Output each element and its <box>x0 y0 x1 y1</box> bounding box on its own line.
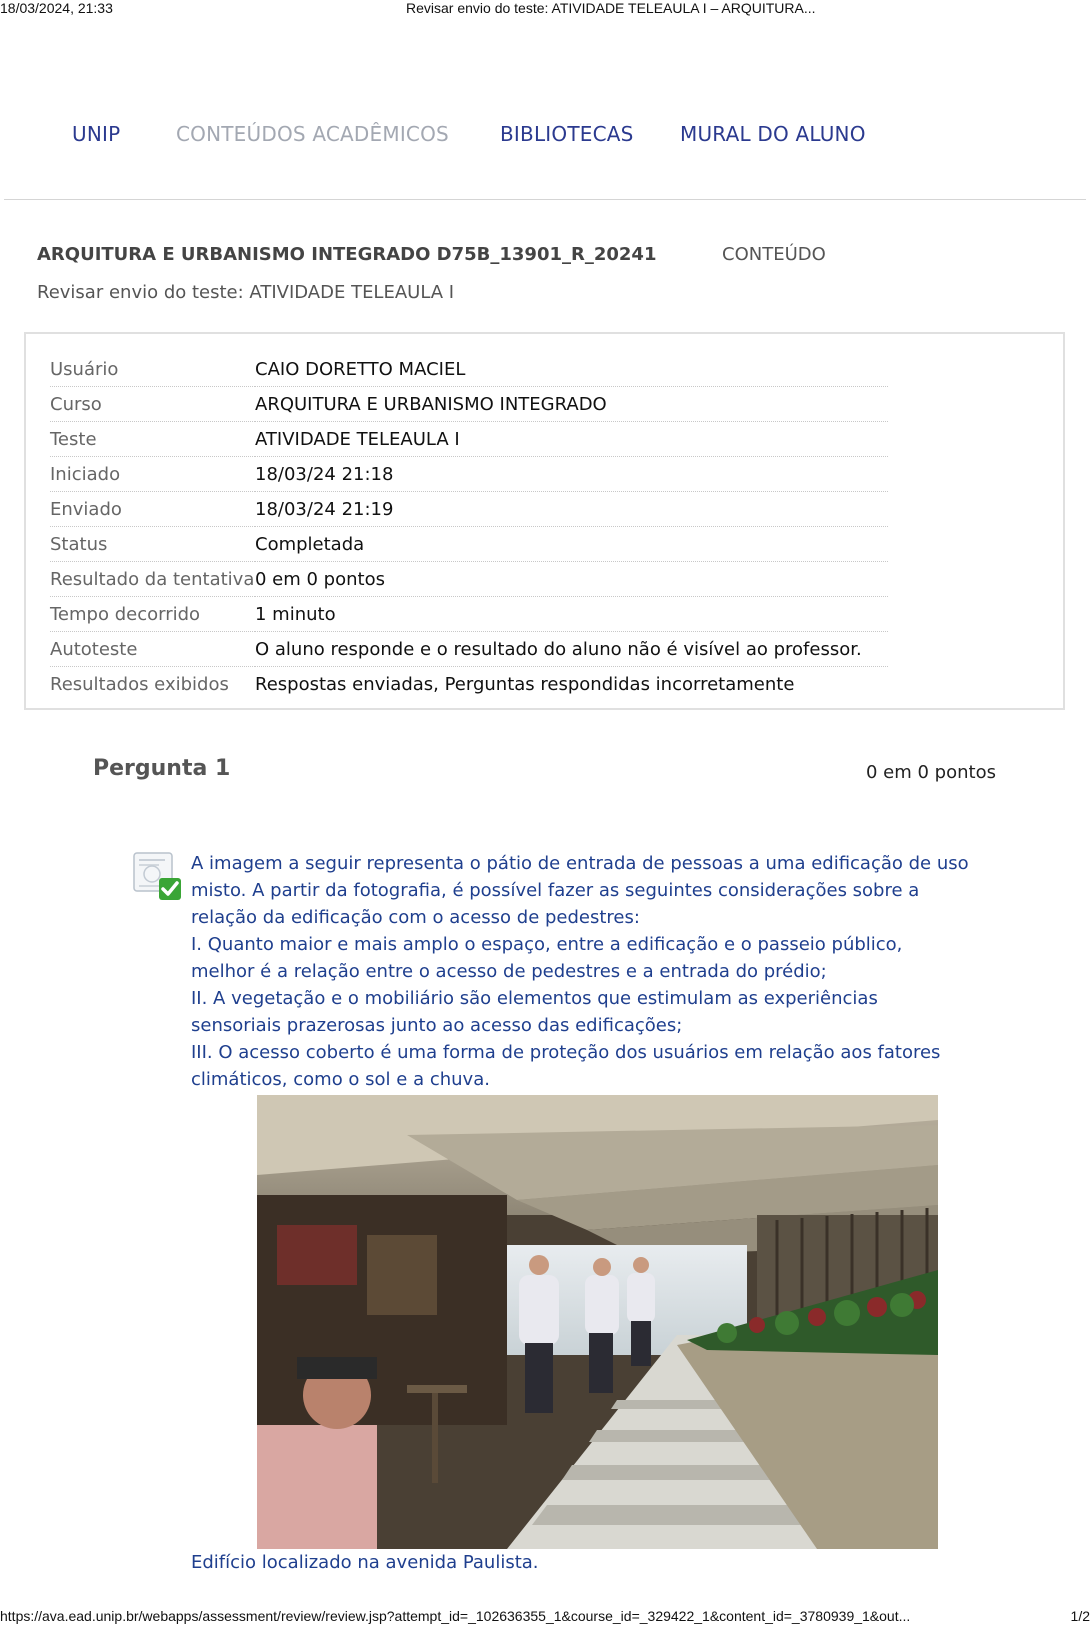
question-statement-3: III. O acesso coberto é uma forma de proteção dos usuários em relação aos fatores climáticos, como o sol e a chuva. <box>191 1042 941 1090</box>
nav-item-mural-do-aluno[interactable]: MURAL DO ALUNO <box>680 122 866 146</box>
info-value: ATIVIDADE TELEAULA I <box>255 422 888 457</box>
attempt-info-panel <box>24 332 1065 710</box>
info-row-tempo <box>50 597 888 632</box>
top-nav <box>0 122 1090 152</box>
course-title: ARQUITURA E URBANISMO INTEGRADO D75B_13901_R_20241 <box>37 244 657 265</box>
print-url: https://ava.ead.unip.br/webapps/assessment/review/review.jsp?attempt_id=_102636355_1&course_id=_329422_1&content_id=_3780939_1&out... <box>0 1608 911 1624</box>
info-row-resultado <box>50 562 888 597</box>
question-statement-1: I. Quanto maior e mais amplo o espaço, entre a edificação e o passeio público, melhor é a relação entre o acesso de pedestres e a entrada do prédio; <box>191 934 903 982</box>
info-row-autoteste <box>50 632 888 667</box>
photo-caption: Edifício localizado na avenida Paulista. <box>191 1552 539 1573</box>
nav-item-unip[interactable]: UNIP <box>72 122 121 146</box>
info-value: O aluno responde e o resultado do aluno não é visível ao professor. <box>255 632 888 667</box>
info-label: Iniciado <box>50 457 255 492</box>
print-title: Revisar envio do teste: ATIVIDADE TELEAULA I – ARQUITURA... <box>406 0 816 16</box>
correct-check-icon <box>133 852 183 902</box>
info-label: Enviado <box>50 492 255 527</box>
info-label: Autoteste <box>50 632 255 667</box>
info-value: 18/03/24 21:18 <box>255 457 888 492</box>
info-label: Status <box>50 527 255 562</box>
info-row-status <box>50 527 888 562</box>
attempt-info-table <box>50 352 888 701</box>
question-points: 0 em 0 pontos <box>866 762 996 783</box>
info-row-usuario <box>50 352 888 387</box>
print-page-number: 1/2 <box>1070 1608 1090 1624</box>
info-value: Completada <box>255 527 888 562</box>
info-label: Curso <box>50 387 255 422</box>
print-header <box>0 0 1090 18</box>
info-label: Usuário <box>50 352 255 387</box>
info-value: CAIO DORETTO MACIEL <box>255 352 888 387</box>
info-value: 1 minuto <box>255 597 888 632</box>
info-row-curso <box>50 387 888 422</box>
question-photo <box>257 1095 938 1549</box>
info-row-resultados-exibidos <box>50 667 888 702</box>
info-value: Respostas enviadas, Perguntas respondidas incorretamente <box>255 673 795 695</box>
question-intro: A imagem a seguir representa o pátio de entrada de pessoas a uma edificação de uso misto. A partir da fotografia, é possível fazer as seguintes considerações sobre a relação da edificação com o acesso de pedestres: <box>191 853 969 928</box>
info-row-iniciado <box>50 457 888 492</box>
info-row-teste <box>50 422 888 457</box>
nav-divider <box>4 199 1086 200</box>
info-label: Resultados exibidos <box>50 673 229 695</box>
info-value: 0 em 0 pontos <box>255 562 888 597</box>
content-link[interactable]: CONTEÚDO <box>722 244 826 265</box>
info-value: ARQUITURA E URBANISMO INTEGRADO <box>255 387 888 422</box>
info-label: Tempo decorrido <box>50 597 255 632</box>
info-label: Teste <box>50 422 255 457</box>
page-subtitle: Revisar envio do teste: ATIVIDADE TELEAULA I <box>37 282 455 303</box>
info-value: 18/03/24 21:19 <box>255 492 888 527</box>
nav-item-conteudos-academicos[interactable]: CONTEÚDOS ACADÊMICOS <box>176 122 449 146</box>
print-date: 18/03/2024, 21:33 <box>0 0 113 16</box>
question-text <box>191 850 971 1093</box>
print-footer <box>0 1608 1090 1627</box>
question-title: Pergunta 1 <box>93 756 231 781</box>
question-statement-2: II. A vegetação e o mobiliário são elementos que estimulam as experiências sensoriais prazerosas junto ao acesso das edificações; <box>191 988 878 1036</box>
nav-item-bibliotecas[interactable]: BIBLIOTECAS <box>500 122 634 146</box>
info-row-enviado <box>50 492 888 527</box>
info-label: Resultado da tentativa <box>50 562 255 597</box>
